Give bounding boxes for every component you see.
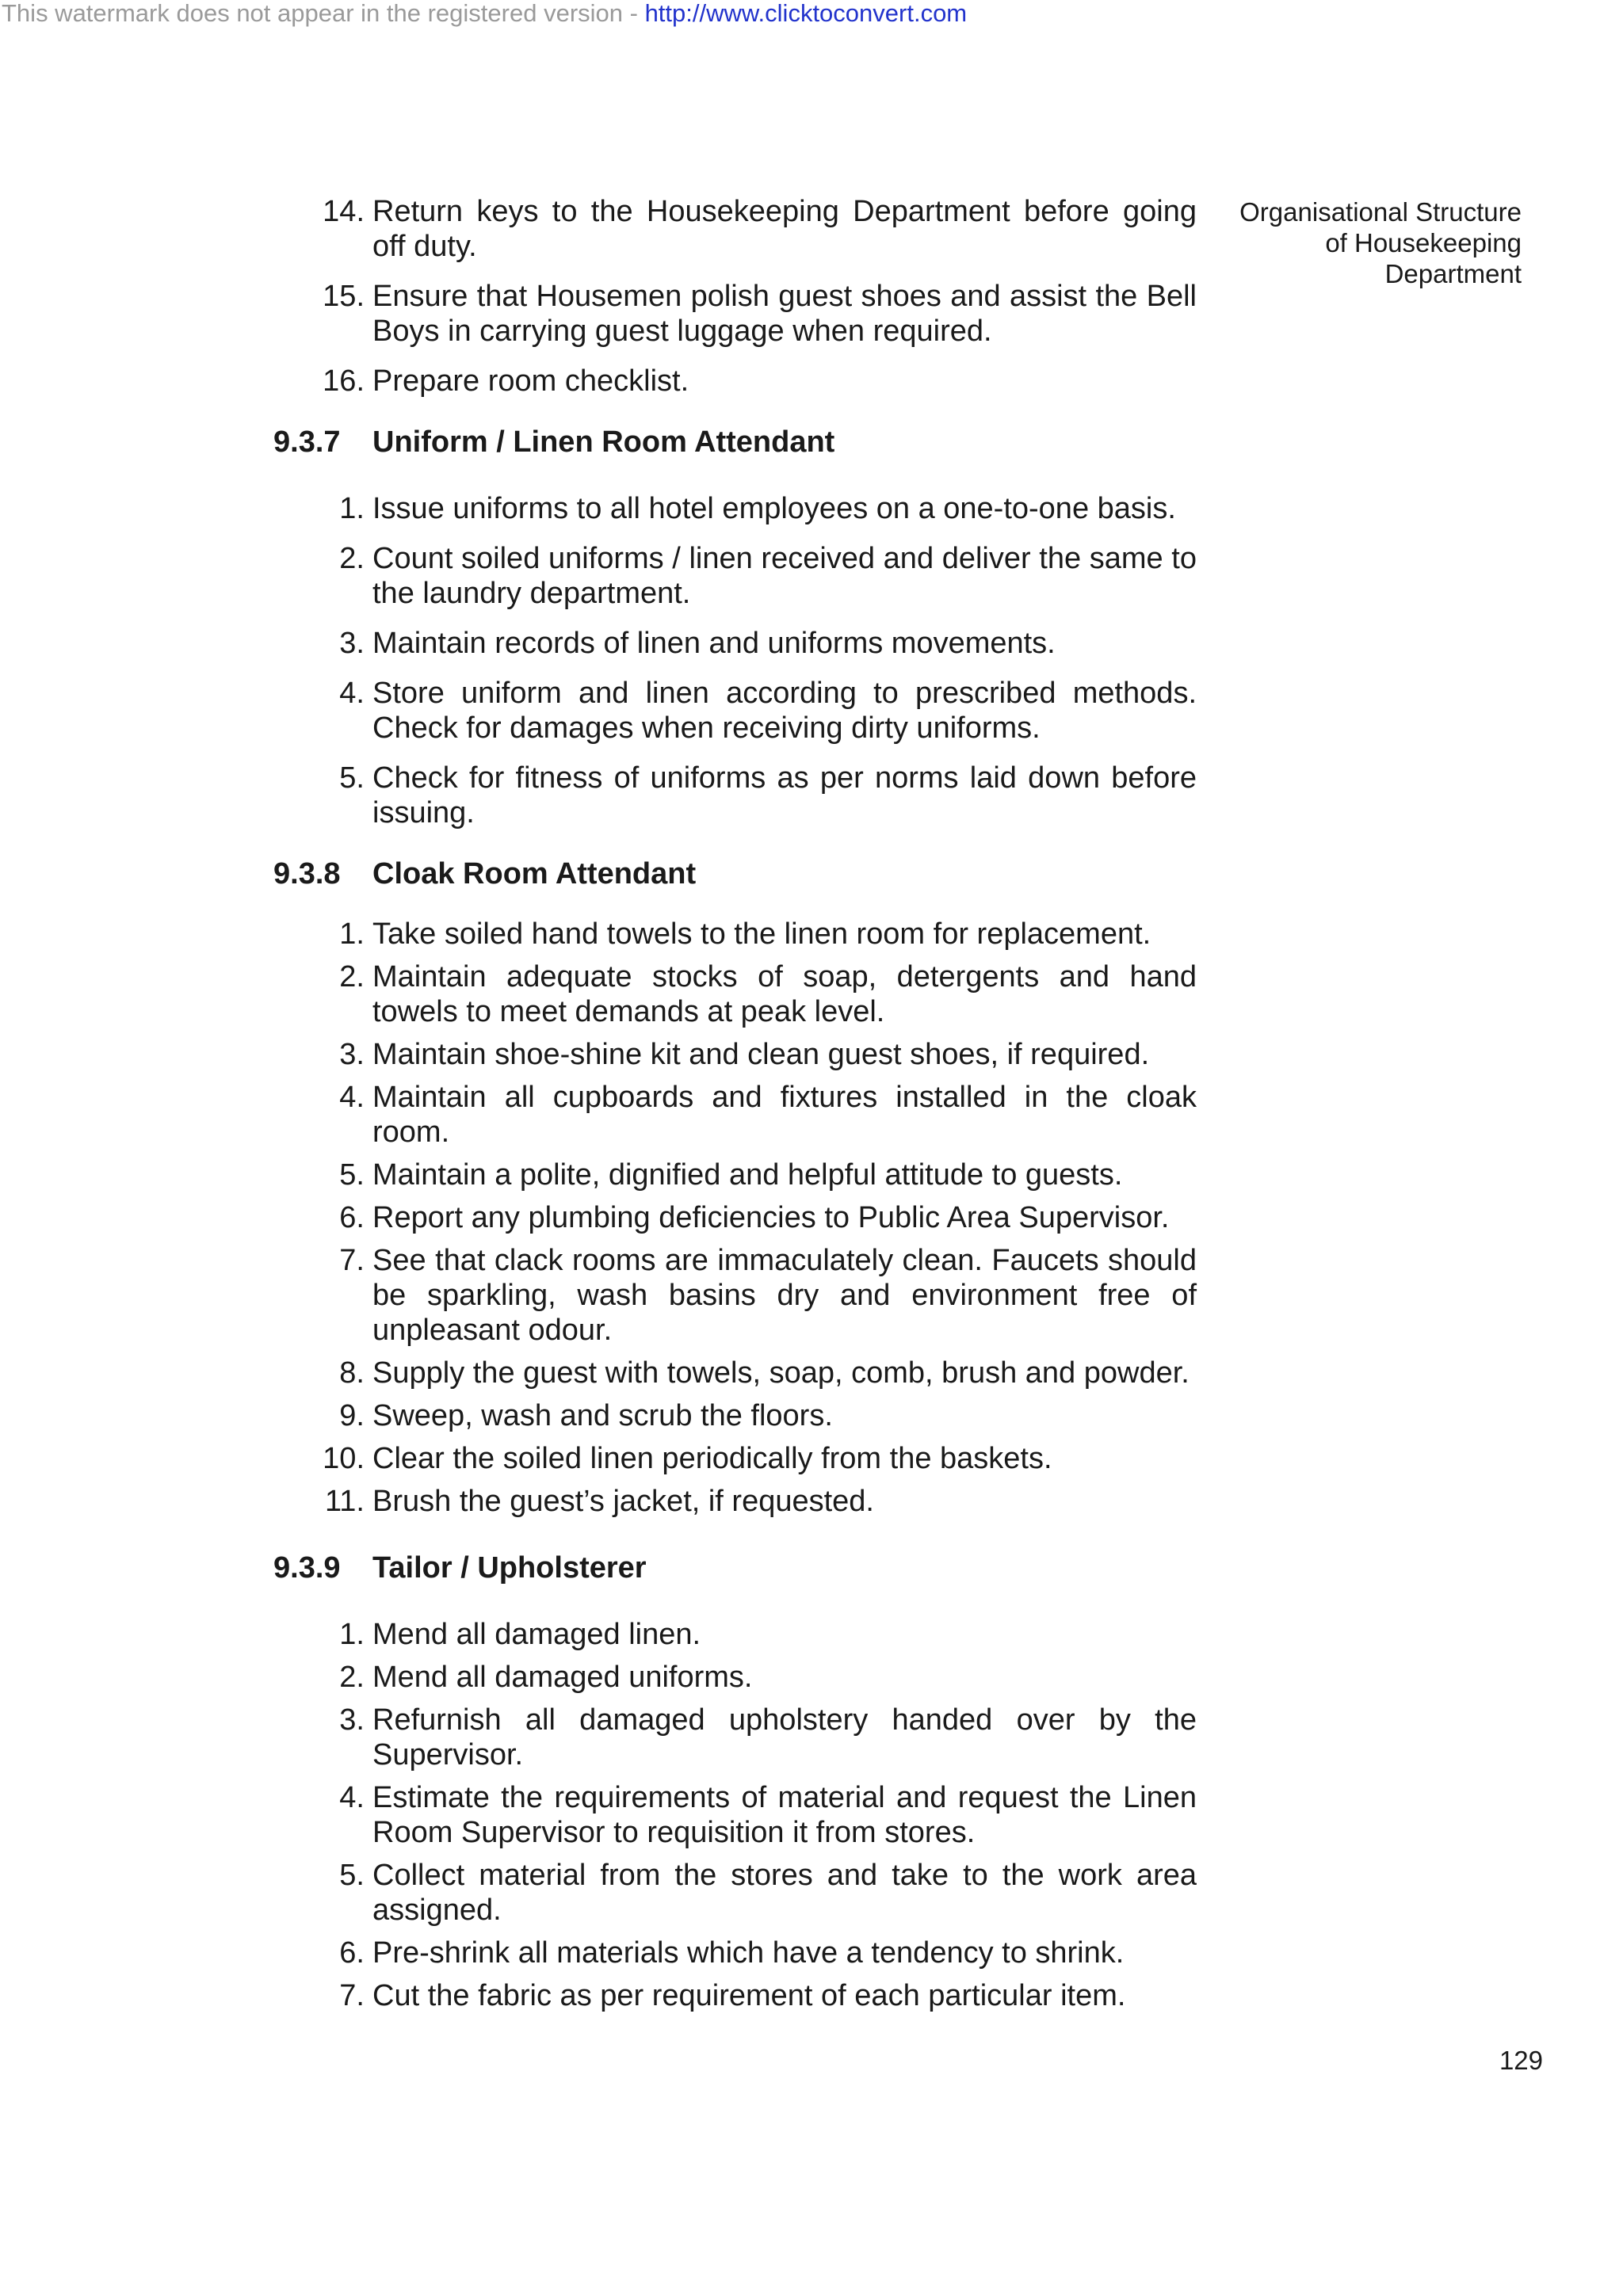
list-item — [273, 1936, 1197, 1970]
list-item — [273, 761, 1197, 830]
list-item — [273, 917, 1197, 952]
side-title-line-3: Department — [1384, 259, 1522, 288]
item-number: 1. — [339, 917, 365, 951]
item-text: Maintain records of linen and uniforms movements. — [372, 627, 1056, 660]
chapter-side-title — [1212, 196, 1522, 289]
item-text: Maintain adequate stocks of soap, detergents and hand towels to meet demands at peak level. — [372, 960, 1197, 1028]
item-number: 3. — [339, 1038, 365, 1071]
list-item — [273, 1858, 1197, 1928]
item-text: Ensure that Housemen polish guest shoes and assist the Bell Boys in carrying guest luggage when required. — [372, 280, 1197, 348]
list-item — [273, 1703, 1197, 1772]
item-text: Store uniform and linen according to prescribed methods. Check for damages when receiving dirty uniforms. — [372, 677, 1197, 745]
continued-duty-list — [273, 194, 1197, 399]
item-number: 9. — [339, 1399, 365, 1432]
item-number: 7. — [339, 1244, 365, 1277]
item-text: See that clack rooms are immaculately clean. Faucets should be sparkling, wash basins dry and environment free of unpleasant odour. — [372, 1244, 1197, 1347]
item-number: 4. — [339, 677, 365, 710]
section-number: 9.3.8 — [273, 857, 341, 891]
watermark-banner — [0, 0, 1623, 51]
item-number: 16. — [323, 364, 365, 398]
item-number: 6. — [339, 1201, 365, 1234]
item-text: Maintain a polite, dignified and helpful attitude to guests. — [372, 1158, 1123, 1192]
item-number: 8. — [339, 1356, 365, 1390]
item-number: 4. — [339, 1781, 365, 1814]
tailor-duty-list — [273, 1617, 1197, 2013]
item-number: 5. — [339, 1158, 365, 1192]
list-item — [273, 959, 1197, 1029]
item-number: 2. — [339, 960, 365, 994]
item-text: Prepare room checklist. — [372, 364, 689, 398]
item-number: 14. — [323, 195, 365, 228]
item-text: Check for fitness of uniforms as per norms laid down before issuing. — [372, 761, 1197, 830]
section-heading-tailor-upholsterer — [273, 1550, 1197, 1585]
list-item — [273, 1398, 1197, 1433]
item-text: Count soiled uniforms / linen received and deliver the same to the laundry department. — [372, 542, 1197, 610]
item-number: 15. — [323, 280, 365, 313]
item-text: Refurnish all damaged upholstery handed over by the Supervisor. — [372, 1703, 1197, 1772]
side-title-line-1: Organisational Structure — [1239, 197, 1522, 227]
uniform-linen-duty-list — [273, 491, 1197, 830]
section-number: 9.3.9 — [273, 1551, 341, 1585]
item-text: Maintain shoe-shine kit and clean guest shoes, if required. — [372, 1038, 1150, 1071]
item-text: Mend all damaged uniforms. — [372, 1661, 753, 1694]
list-item — [273, 1356, 1197, 1390]
list-item — [273, 1617, 1197, 1652]
item-number: 3. — [339, 627, 365, 660]
item-text: Brush the guest’s jacket, if requested. — [372, 1485, 874, 1518]
list-item — [273, 541, 1197, 611]
item-text: Estimate the requirements of material and request the Linen Room Supervisor to requisition it from stores. — [372, 1781, 1197, 1849]
section-number: 9.3.7 — [273, 425, 341, 459]
list-item — [273, 1484, 1197, 1519]
section-title: Cloak Room Attendant — [372, 857, 697, 891]
list-item — [273, 1441, 1197, 1476]
item-number: 5. — [339, 1859, 365, 1892]
watermark-link[interactable]: http://www.clicktoconvert.com — [644, 0, 968, 27]
list-item — [273, 1660, 1197, 1695]
section-title: Uniform / Linen Room Attendant — [372, 425, 835, 459]
item-number: 2. — [339, 542, 365, 575]
item-number: 7. — [339, 1979, 365, 2012]
page-body — [273, 194, 1197, 2021]
item-number: 11. — [324, 1485, 365, 1518]
item-text: Maintain all cupboards and fixtures installed in the cloak room. — [372, 1081, 1197, 1149]
item-text: Take soiled hand towels to the linen room for replacement. — [372, 917, 1151, 951]
item-text: Pre-shrink all materials which have a tendency to shrink. — [372, 1936, 1125, 1970]
cloak-room-duty-list — [273, 917, 1197, 1519]
item-number: 3. — [339, 1703, 365, 1737]
item-text: Collect material from the stores and take to the work area assigned. — [372, 1859, 1197, 1927]
list-item — [273, 1243, 1197, 1348]
item-number: 1. — [339, 492, 365, 525]
item-number: 6. — [339, 1936, 365, 1970]
item-text: Mend all damaged linen. — [372, 1618, 701, 1651]
list-item — [273, 1780, 1197, 1850]
list-item — [273, 1080, 1197, 1150]
section-heading-uniform-linen — [273, 425, 1197, 460]
list-item — [273, 1158, 1197, 1192]
list-item — [273, 676, 1197, 746]
page-number: 129 — [1499, 2046, 1543, 2075]
section-title: Tailor / Upholsterer — [372, 1551, 647, 1585]
side-title-line-2: of Housekeeping — [1325, 228, 1522, 257]
item-number: 1. — [339, 1618, 365, 1651]
item-text: Report any plumbing deficiencies to Public Area Supervisor. — [372, 1201, 1170, 1234]
item-number: 4. — [339, 1081, 365, 1114]
item-number: 10. — [323, 1442, 365, 1475]
item-number: 5. — [339, 761, 365, 795]
item-text: Issue uniforms to all hotel employees on a one-to-one basis. — [372, 492, 1176, 525]
item-text: Cut the fabric as per requirement of each particular item. — [372, 1979, 1126, 2012]
list-item — [273, 1037, 1197, 1072]
list-item — [273, 279, 1197, 349]
item-number: 2. — [339, 1661, 365, 1694]
list-item — [273, 364, 1197, 399]
list-item — [273, 491, 1197, 526]
item-text: Return keys to the Housekeeping Department before going off duty. — [372, 195, 1197, 263]
item-text: Supply the guest with towels, soap, comb, brush and powder. — [372, 1356, 1190, 1390]
watermark-text: This watermark does not appear in the registered version - — [2, 0, 645, 27]
list-item — [273, 194, 1197, 264]
list-item — [273, 1978, 1197, 2013]
list-item — [273, 1200, 1197, 1235]
section-heading-cloak-room — [273, 856, 1197, 891]
item-text: Clear the soiled linen periodically from the baskets. — [372, 1442, 1052, 1475]
list-item — [273, 626, 1197, 661]
item-text: Sweep, wash and scrub the floors. — [372, 1399, 833, 1432]
